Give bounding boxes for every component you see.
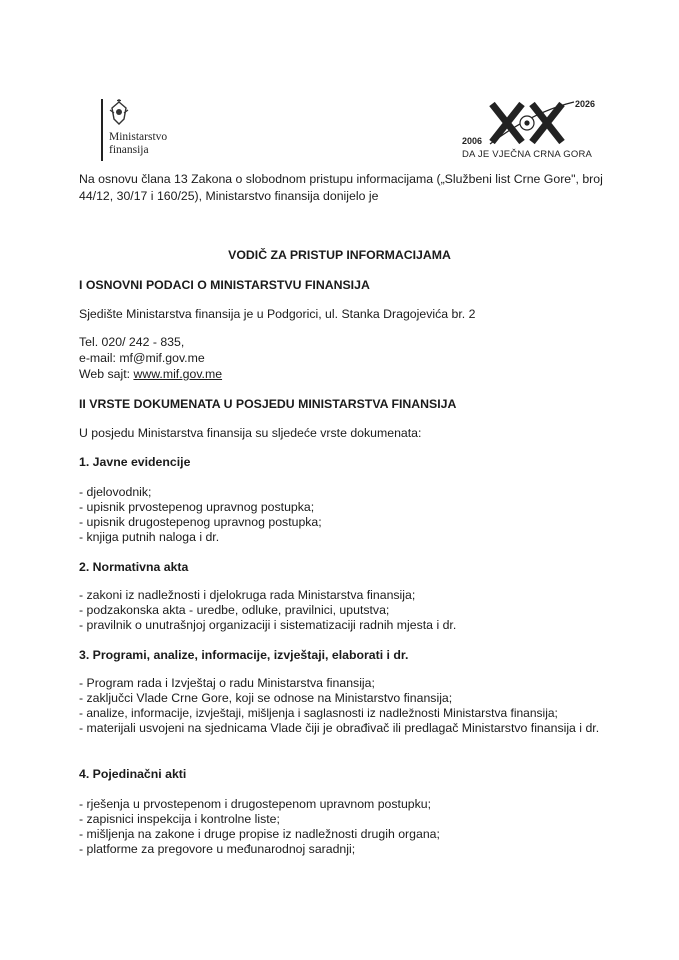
document-title: VODIČ ZA PRISTUP INFORMACIJAMA <box>228 248 451 262</box>
list-item: - materijali usvojeni na sjednicama Vlade čiji je obrađivač ili predlagač Ministarstvo finansija i dr. <box>79 721 600 735</box>
year-end: 2026 <box>575 99 596 109</box>
subsection-4-heading: 4. Pojedinačni akti <box>79 767 187 781</box>
list-item: - mišljenja na zakone i druge propise iz nadležnosti drugih organa; <box>79 827 440 841</box>
logo-divider <box>101 99 103 161</box>
section-2-intro: U posjedu Ministarstva finansija su sljedeće vrste dokumenata: <box>79 426 422 440</box>
email: e-mail: mf@mif.gov.me <box>79 351 205 365</box>
list-item: - podzakonska akta - uredbe, odluke, pravilnici, uputstva; <box>79 603 390 617</box>
intro-paragraph: Na osnovu člana 13 Zakona o slobodnom pristupu informacijama („Službeni list Crne Gore", broj 44/12, 30/17 i 160/25), Ministarstvo finansija donijelo je <box>79 172 603 203</box>
slogan: DA JE VJEČNA CRNA GORA <box>462 149 593 160</box>
list-item: - platforme za pregovore u međunarodnoj saradnji; <box>79 842 356 856</box>
list-item: - zaključci Vlade Crne Gore, koji se odnose na Ministarstvo finansija; <box>79 691 453 705</box>
coat-of-arms-icon <box>108 99 130 127</box>
list-item: - zakoni iz nadležnosti i djelokruga rada Ministarstva finansija; <box>79 588 416 602</box>
ministry-name <box>109 131 167 157</box>
website-label: Web sajt: <box>79 367 134 381</box>
list-item: - analize, informacije, izvještaji, mišljenja i saglasnosti iz nadležnosti Ministarstva finansija; <box>79 706 558 720</box>
jubilee-logo <box>452 92 602 164</box>
ministry-name-line-2: finansija <box>109 144 149 156</box>
telephone: Tel. 020/ 242 - 835, <box>79 335 185 349</box>
seat-address: Sjedište Ministarstva finansija je u Podgorici, ul. Stanka Dragojevića br. 2 <box>79 307 476 321</box>
list-item: - Program rada i Izvještaj o radu Ministarstva finansija; <box>79 676 375 690</box>
section-1-heading: I OSNOVNI PODACI O MINISTARSTVU FINANSIJA <box>79 278 370 292</box>
ministry-logo <box>97 95 217 165</box>
list-item: - rješenja u prvostepenom i drugostepenom upravnom postupku; <box>79 797 432 811</box>
website-link[interactable]: www.mif.gov.me <box>133 367 223 381</box>
list-item: - upisnik drugostepenog upravnog postupka; <box>79 515 322 529</box>
section-2-heading: II VRSTE DOKUMENATA U POSJEDU MINISTARSTVA FINANSIJA <box>79 397 457 411</box>
subsection-2-heading: 2. Normativna akta <box>79 560 189 574</box>
website <box>79 366 222 383</box>
year-start: 2006 <box>462 136 483 146</box>
ministry-name-line-1: Ministarstvo <box>109 131 168 143</box>
list-item: - pravilnik o unutrašnjoj organizaciji i sistematizaciji radnih mjesta i dr. <box>79 618 457 632</box>
subsection-3-heading: 3. Programi, analize, informacije, izvještaji, elaborati i dr. <box>79 648 409 662</box>
subsection-1-heading: 1. Javne evidencije <box>79 455 191 469</box>
list-item: - knjiga putnih naloga i dr. <box>79 530 220 544</box>
list-item: - zapisnici inspekcija i kontrolne liste; <box>79 812 280 826</box>
list-item: - upisnik prvostepenog upravnog postupka; <box>79 500 315 514</box>
list-item: - djelovodnik; <box>79 485 152 499</box>
